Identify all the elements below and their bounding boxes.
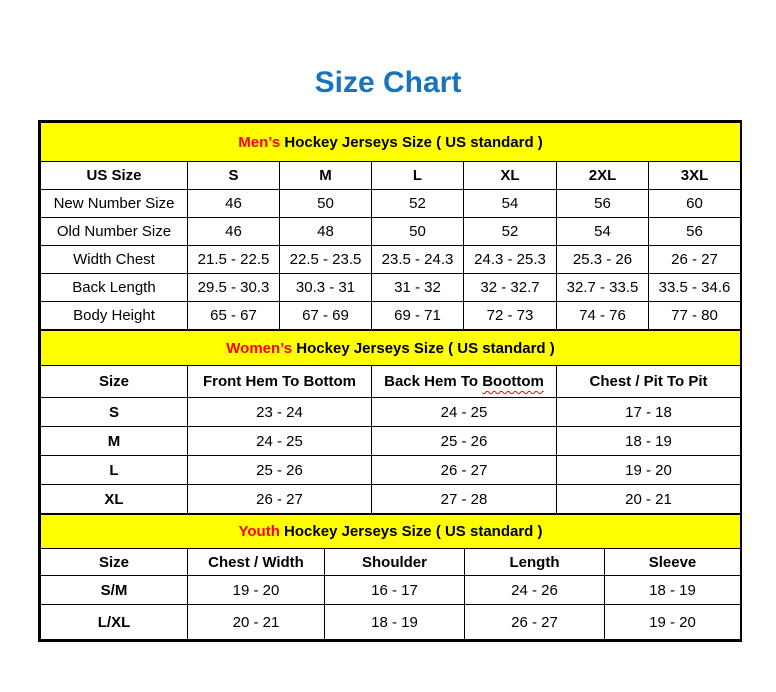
youth-title-rest: Hockey Jerseys Size ( US standard ) [279, 523, 543, 540]
youth-table-title [41, 515, 741, 549]
value-cell: 31 - 32 [372, 274, 464, 302]
value-cell: 50 [372, 218, 464, 246]
value-cell: 18 - 19 [325, 605, 465, 640]
womens-header-front-hem: Front Hem To Bottom [188, 366, 372, 398]
youth-header-sleeve: Sleeve [605, 549, 741, 576]
value-cell: 23 - 24 [188, 398, 372, 427]
row-label: New Number Size [41, 190, 188, 218]
value-cell: 46 [188, 218, 280, 246]
value-cell: 30.3 - 31 [280, 274, 372, 302]
value-cell: 52 [372, 190, 464, 218]
womens-row-l [41, 456, 741, 485]
mens-header-m: M [280, 162, 372, 190]
mens-header-row [41, 162, 741, 190]
misspelled-word-spellcheck: Boottom [482, 373, 544, 390]
value-cell: 65 - 67 [188, 302, 280, 330]
womens-row-s [41, 398, 741, 427]
youth-label-red: Youth [238, 523, 280, 540]
mens-header-xl: XL [464, 162, 557, 190]
row-label: S [41, 398, 188, 427]
value-cell: 54 [557, 218, 649, 246]
value-cell: 17 - 18 [557, 398, 741, 427]
value-cell: 77 - 80 [649, 302, 741, 330]
row-label: L/XL [41, 605, 188, 640]
value-cell: 72 - 73 [464, 302, 557, 330]
youth-size-table [40, 514, 741, 640]
value-cell: 32.7 - 33.5 [557, 274, 649, 302]
mens-size-table [40, 122, 741, 330]
value-cell: 16 - 17 [325, 576, 465, 605]
womens-header-back-hem [372, 366, 557, 398]
value-cell: 21.5 - 22.5 [188, 246, 280, 274]
row-label: Body Height [41, 302, 188, 330]
womens-header-size: Size [41, 366, 188, 398]
value-cell: 54 [464, 190, 557, 218]
value-cell: 32 - 32.7 [464, 274, 557, 302]
womens-header-row [41, 366, 741, 398]
value-cell: 20 - 21 [557, 485, 741, 514]
value-cell: 56 [557, 190, 649, 218]
womens-header-chest: Chest / Pit To Pit [557, 366, 741, 398]
value-cell: 24 - 25 [188, 427, 372, 456]
mens-header-s: S [188, 162, 280, 190]
womens-row-xl [41, 485, 741, 514]
value-cell: 26 - 27 [372, 456, 557, 485]
youth-title-row [41, 515, 741, 549]
value-cell: 27 - 28 [372, 485, 557, 514]
mens-row-old-number [41, 218, 741, 246]
value-cell: 26 - 27 [465, 605, 605, 640]
value-cell: 48 [280, 218, 372, 246]
mens-header-3xl: 3XL [649, 162, 741, 190]
back-hem-prefix: Back Hem To [384, 373, 483, 390]
womens-table-title [41, 331, 741, 366]
row-label: M [41, 427, 188, 456]
youth-header-shoulder: Shoulder [325, 549, 465, 576]
value-cell: 22.5 - 23.5 [280, 246, 372, 274]
value-cell: 29.5 - 30.3 [188, 274, 280, 302]
mens-table-title [41, 123, 741, 162]
womens-title-row [41, 331, 741, 366]
youth-header-chest-width: Chest / Width [188, 549, 325, 576]
value-cell: 33.5 - 34.6 [649, 274, 741, 302]
value-cell: 19 - 20 [557, 456, 741, 485]
value-cell: 46 [188, 190, 280, 218]
mens-row-back-length [41, 274, 741, 302]
womens-title-rest: Hockey Jerseys Size ( US standard ) [292, 339, 555, 357]
value-cell: 56 [649, 218, 741, 246]
value-cell: 69 - 71 [372, 302, 464, 330]
row-label: L [41, 456, 188, 485]
mens-label-red: Men’s [238, 133, 281, 151]
value-cell: 25.3 - 26 [557, 246, 649, 274]
value-cell: 19 - 20 [605, 605, 741, 640]
mens-row-new-number [41, 190, 741, 218]
value-cell: 25 - 26 [188, 456, 372, 485]
mens-header-us-size: US Size [41, 162, 188, 190]
youth-row-sm [41, 576, 741, 605]
mens-title-row [41, 123, 741, 162]
row-label: XL [41, 485, 188, 514]
value-cell: 26 - 27 [649, 246, 741, 274]
youth-header-length: Length [465, 549, 605, 576]
womens-row-m [41, 427, 741, 456]
value-cell: 18 - 19 [557, 427, 741, 456]
value-cell: 25 - 26 [372, 427, 557, 456]
mens-row-body-height [41, 302, 741, 330]
value-cell: 20 - 21 [188, 605, 325, 640]
row-label: Old Number Size [41, 218, 188, 246]
mens-header-l: L [372, 162, 464, 190]
size-chart-container [38, 120, 742, 642]
value-cell: 26 - 27 [188, 485, 372, 514]
mens-title-rest: Hockey Jerseys Size ( US standard ) [280, 133, 543, 151]
value-cell: 74 - 76 [557, 302, 649, 330]
mens-row-width-chest [41, 246, 741, 274]
value-cell: 24.3 - 25.3 [464, 246, 557, 274]
value-cell: 19 - 20 [188, 576, 325, 605]
value-cell: 24 - 25 [372, 398, 557, 427]
value-cell: 67 - 69 [280, 302, 372, 330]
youth-row-lxl [41, 605, 741, 640]
value-cell: 23.5 - 24.3 [372, 246, 464, 274]
value-cell: 60 [649, 190, 741, 218]
womens-label-red: Women’s [226, 339, 293, 357]
youth-header-size: Size [41, 549, 188, 576]
value-cell: 50 [280, 190, 372, 218]
value-cell: 52 [464, 218, 557, 246]
row-label: S/M [41, 576, 188, 605]
row-label: Back Length [41, 274, 188, 302]
youth-header-row [41, 549, 741, 576]
row-label: Width Chest [41, 246, 188, 274]
value-cell: 18 - 19 [605, 576, 741, 605]
page-title: Size Chart [314, 66, 462, 99]
womens-size-table [40, 330, 741, 514]
value-cell: 24 - 26 [465, 576, 605, 605]
mens-header-2xl: 2XL [557, 162, 649, 190]
